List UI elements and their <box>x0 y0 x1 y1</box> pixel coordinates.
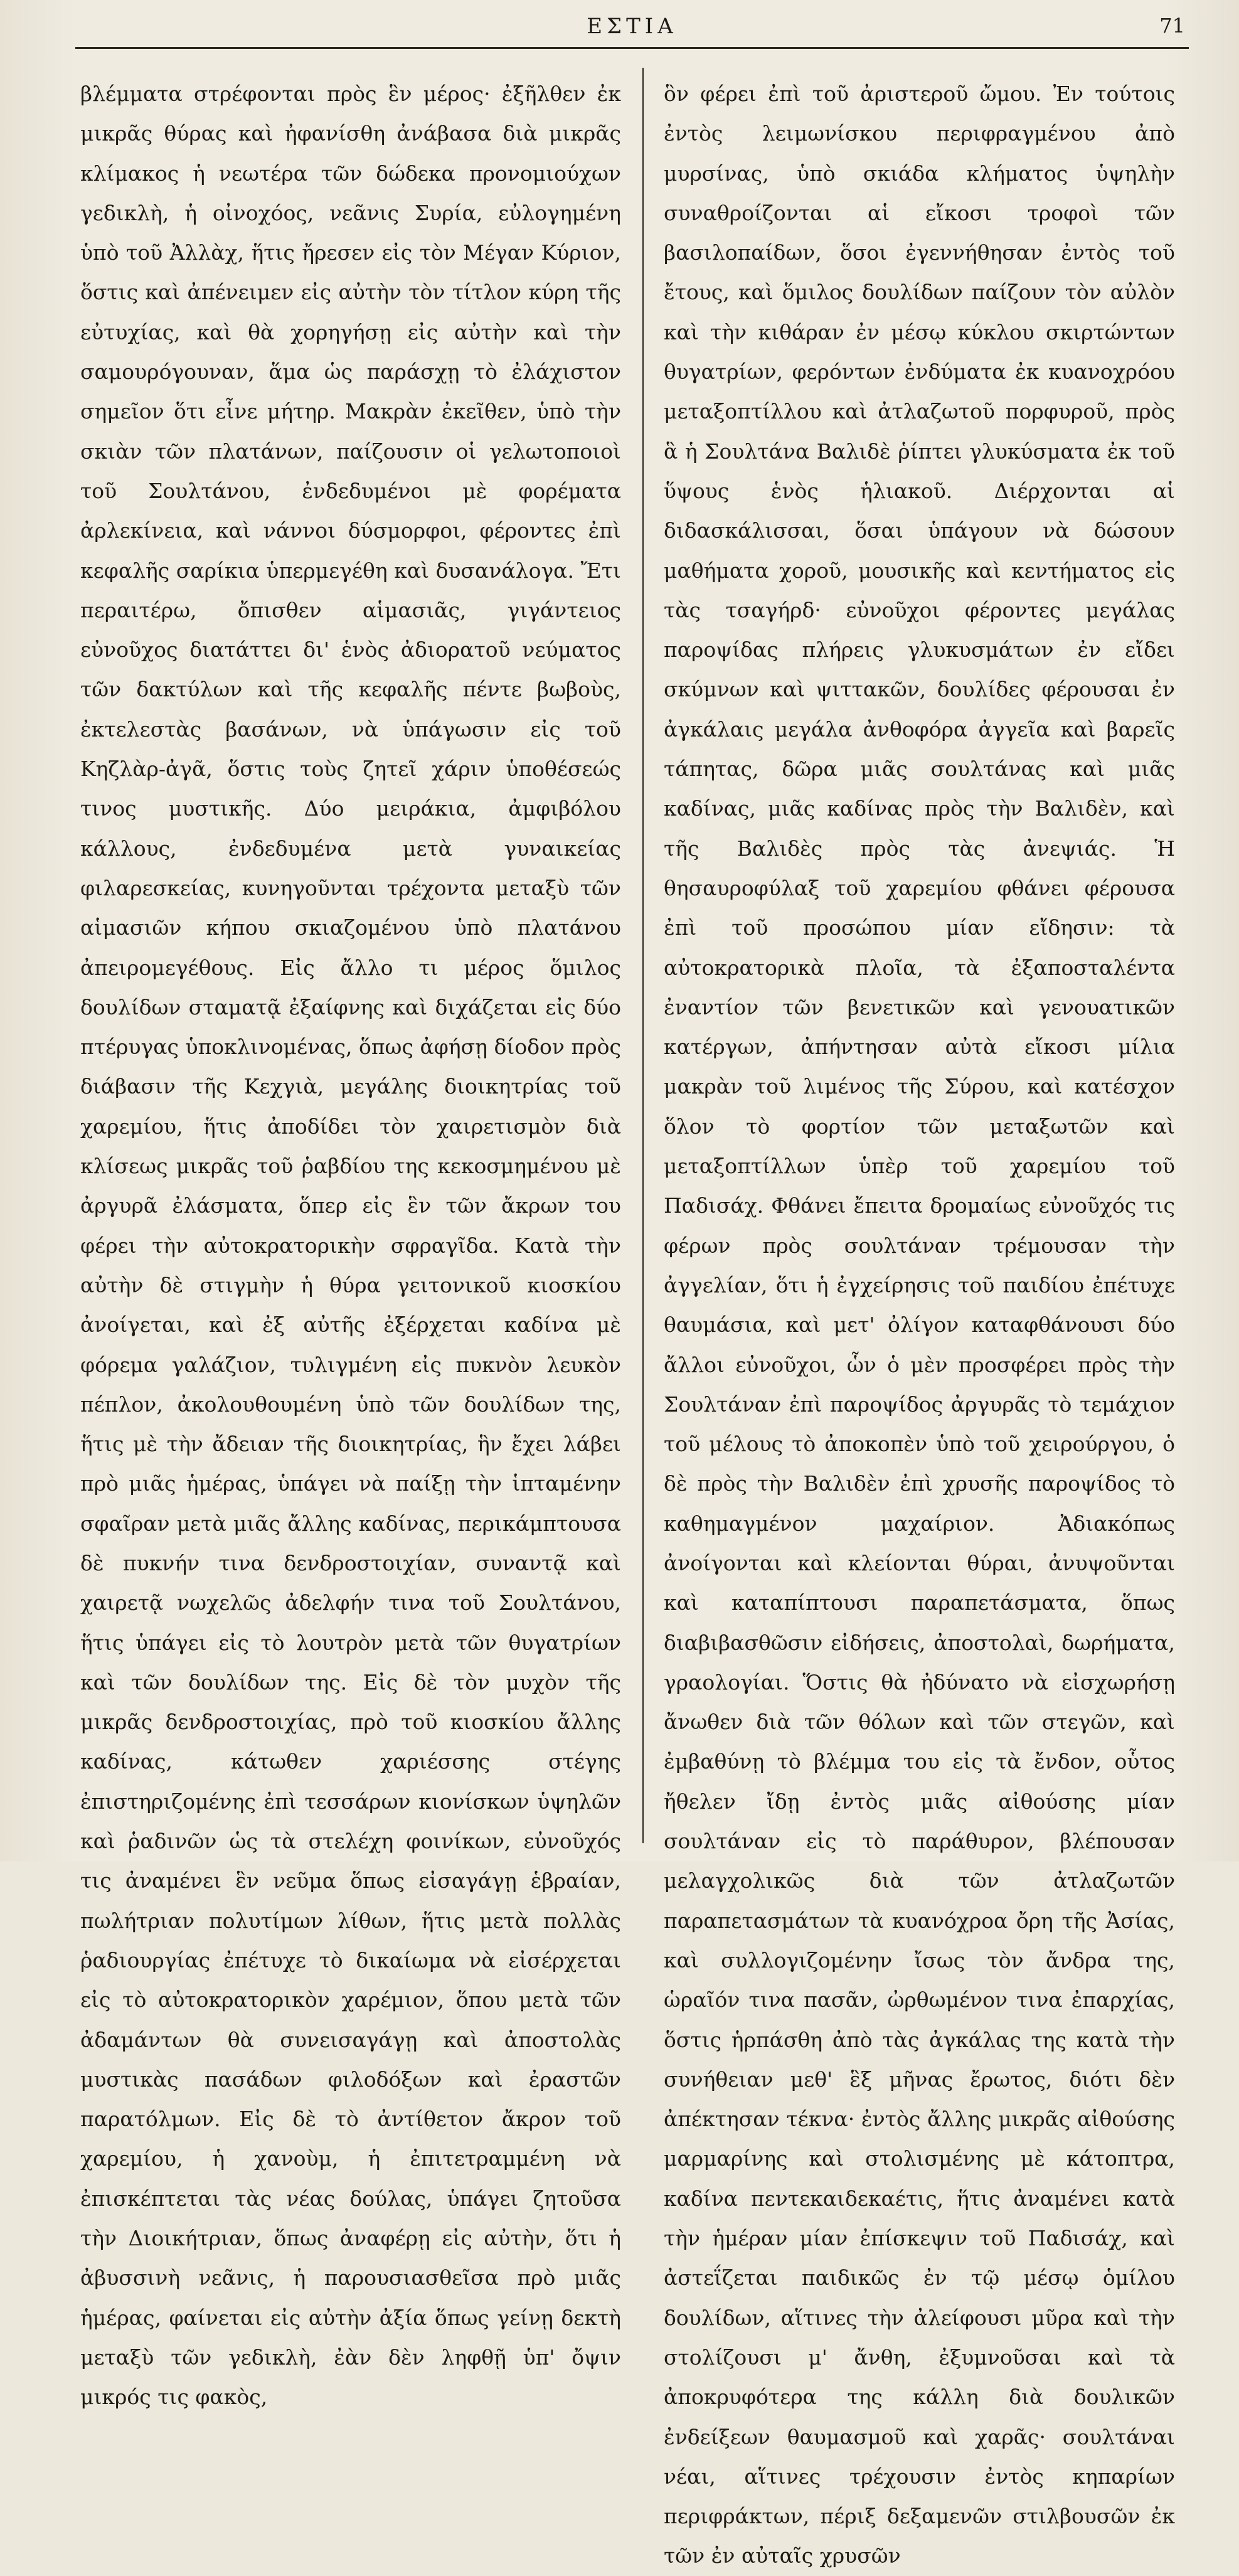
header-rule <box>75 47 1189 49</box>
page-header <box>75 14 1189 44</box>
running-title: ΕΣΤΙΑ <box>587 14 678 39</box>
text-column-right <box>664 74 1175 2568</box>
column-right-text: ὃν φέρει ἐπὶ τοῦ ἀριστεροῦ ὤμου. Ἐν τούτοις ἐντὸς λειμωνίσκου περιφραγμένου ἀπὸ μυρσίνας, ὑπὸ σκιάδα κλήματος ὑψηλὴν συναθροίζονται αἱ εἴκοσι τροφοὶ τῶν βασιλοπαίδων, ὅσοι ἐγεννήθησαν ἐντὸς τοῦ ἔτους, καὶ ὅμιλος δουλίδων παίζουν τὸν αὐλὸν καὶ τὴν κιθάραν ἐν μέσῳ κύκλου σκιρτώντων θυγατρίων, φερόντων ἐνδύματα ἐκ κυανοχρόου μεταξοπτίλλου καὶ ἀτλαζωτοῦ πορφυροῦ, πρὸς ἃ ἡ Σουλτάνα Βαλιδὲ ῥίπτει γλυκύσματα ἐκ τοῦ ὕψους ἑνὸς ἡλιακοῦ. Διέρχονται αἱ διδασκάλισσαι, ὅσαι ὑπάγουν νὰ δώσουν μαθήματα χοροῦ, μουσικῆς καὶ κεντήματος εἰς τὰς τσαγήρδ· εὐνοῦχοι φέροντες μεγάλας παροψίδας πλήρεις γλυκυσμάτων ἐν εἴδει σκύμνων καὶ ψιττακῶν, δουλίδες φέρουσαι ἐν ἀγκάλαις μεγάλα ἀνθοφόρα ἀγγεῖα καὶ βαρεῖς τάπητας, δῶρα μιᾶς σουλτάνας καὶ μιᾶς καδίνας, μιᾶς καδίνας πρὸς τὴν Βαλιδὲν, καὶ τῆς Βαλιδὲς πρὸς τὰς ἀνεψιάς. Ἡ θησαυροφύλαξ τοῦ χαρεμίου φθάνει φέρουσα ἐπὶ τοῦ προσώπου μίαν εἴδησιν: τὰ αὐτοκρατορικὰ πλοῖα, τὰ ἐξαποσταλέντα ἐναντίον τῶν βενετικῶν καὶ γενουατικῶν κατέργων, ἀπήντησαν αὐτὰ εἴκοσι μίλια μακρὰν τοῦ λιμένος τῆς Σύρου, καὶ κατέσχον ὅλον τὸ φορτίον τῶν μεταξωτῶν καὶ μεταξοπτίλλων ὑπὲρ τοῦ χαρεμίου τοῦ Παδισάχ. Φθάνει ἔπειτα δρομαίως εὐνοῦχός τις φέρων πρὸς σουλτάναν τρέμουσαν τὴν ἀγγελίαν, ὅτι ἡ ἐγχείρησις τοῦ παιδίου ἐπέτυχε θαυμάσια, καὶ μετ' ὀλίγον καταφθάνουσι δύο ἄλλοι εὐνοῦχοι, ὧν ὁ μὲν προσφέρει πρὸς τὴν Σουλτάναν ἐπὶ παροψίδος ἀργυρᾶς τὸ τεμάχιον τοῦ μέλους τὸ ἀποκοπὲν ὑπὸ τοῦ χειρούργου, ὁ δὲ πρὸς τὴν Βαλιδὲν ἐπὶ χρυσῆς παροψίδος τὸ καθημαγμένον μαχαίριον. Ἀδιακόπως ἀνοίγονται καὶ κλείονται θύραι, ἀνυψοῦνται καὶ καταπίπτουσι παραπετάσματα, ὅπως διαβιβασθῶσιν εἰδήσεις, ἀποστολαὶ, δωρήματα, γραολογίαι. Ὅστις θὰ ἠδύνατο νὰ εἰσχωρήσῃ ἄνωθεν διὰ τῶν θόλων καὶ τῶν στεγῶν, καὶ ἐμβαθύνῃ τὸ βλέμμα του εἰς τὰ ἔνδον, οὗτος ἤθελεν ἴδῃ ἐντὸς μιᾶς αἰθούσης μίαν σουλτάναν εἰς τὸ παράθυρον, βλέπουσαν μελαγχολικῶς διὰ τῶν ἀτλαζωτῶν παραπετασμάτων τὰ κυανόχροα ὄρη τῆς Ἀσίας, καὶ συλλογιζομένην ἴσως τὸν ἄνδρα της, ὡραῖόν τινα πασᾶν, ὠρθωμένον τινα ἐπαρχίας, ὅστις ἡρπάσθη ἀπὸ τὰς ἀγκάλας της κατὰ τὴν συνήθειαν μεθ' ἓξ μῆνας ἔρωτος, διότι δὲν ἀπέκτησαν τέκνα· ἐντὸς ἄλλης μικρᾶς αἰθούσης μαρμαρίνης καὶ στολισμένης μὲ κάτοπτρα, καδίνα πεντεκαιδεκαέτις, ἥτις ἀναμένει κατὰ τὴν ἡμέραν μίαν ἐπίσκεψιν τοῦ Παδισάχ, καὶ ἀστεΐζεται παιδικῶς ἐν τῷ μέσῳ ὁμίλου δουλίδων, αἵτινες τὴν ἀλείφουσι μῦρα καὶ τὴν στολίζουσι μ' ἄνθη, ἐξυμνοῦσαι καὶ τὰ ἀποκρυφότερα της κάλλη διὰ δουλικῶν ἐνδείξεων θαυμασμοῦ καὶ χαρᾶς· σουλτάναι νέαι, αἵτινες τρέχουσιν ἐντὸς κηπαρίων περιφράκτων, πέριξ δεξαμενῶν στιλβουσῶν ἐκ τῶν ἐν αὐταῖς χρυσῶν <box>664 82 1175 2568</box>
column-left-text: βλέμματα στρέφονται πρὸς ἓν μέρος· ἐξῆλθεν ἐκ μικρᾶς θύρας καὶ ἠφανίσθη ἀνάβασα διὰ μικρᾶς κλίμακος ἡ νεωτέρα τῶν δώδεκα προνομιούχων γεδικλὴ, ἡ οἰνοχόος, νεᾶνις Συρία, εὐλογημένη ὑπὸ τοῦ Ἀλλὰχ, ἥτις ἤρεσεν εἰς τὸν Μέγαν Κύριον, ὅστις καὶ ἀπένειμεν εἰς αὐτὴν τὸν τίτλον κύρη τῆς εὐτυχίας, καὶ θὰ χορηγήσῃ εἰς αὐτὴν καὶ τὴν σαμουρόγουναν, ἅμα ὡς παράσχῃ τὸ ἐλάχιστον σημεῖον ὅτι εἶνε μήτηρ. Μακρὰν ἐκεῖθεν, ὑπὸ τὴν σκιὰν τῶν πλατάνων, παίζουσιν οἱ γελωτοποιοὶ τοῦ Σουλτάνου, ἐνδεδυμένοι μὲ φορέματα ἀρλεκίνεια, καὶ νάννοι δύσμορφοι, φέροντες ἐπὶ κεφαλῆς σαρίκια ὑπερμεγέθη καὶ δυσανάλογα. Ἔτι περαιτέρω, ὄπισθεν αἱμασιᾶς, γιγάντειος εὐνοῦχος διατάττει δι' ἑνὸς ἀδιορατοῦ νεύματος τῶν δακτύλων καὶ τῆς κεφαλῆς πέντε βωβοὺς, ἐκτελεστὰς βασάνων, νὰ ὑπάγωσιν εἰς τοῦ Κηζλὰρ-ἀγᾶ, ὅστις τοὺς ζητεῖ χάριν ὑποθέσεώς τινος μυστικῆς. Δύο μειράκια, ἀμφιβόλου κάλλους, ἐνδεδυμένα μετὰ γυναικείας φιλαρεσκείας, κυνηγοῦνται τρέχοντα μεταξὺ τῶν αἱμασιῶν κήπου σκιαζομένου ὑπὸ πλατάνου ἀπειρομεγέθους. Εἰς ἄλλο τι μέρος ὅμιλος δουλίδων σταματᾷ ἐξαίφνης καὶ διχάζεται εἰς δύο πτέρυγας ὑποκλινομένας, ὅπως ἀφήσῃ δίοδον πρὸς διάβασιν τῆς Κεχγιὰ, μεγάλης διοικητρίας τοῦ χαρεμίου, ἥτις ἀποδίδει τὸν χαιρετισμὸν διὰ κλίσεως μικρᾶς τοῦ ῥαβδίου της κεκοσμημένου μὲ ἀργυρᾶ ἐλάσματα, ὅπερ εἰς ἓν τῶν ἄκρων του φέρει τὴν αὐτοκρατορικὴν σφραγῖδα. Κατὰ τὴν αὐτὴν δὲ στιγμὴν ἡ θύρα γειτονικοῦ κιοσκίου ἀνοίγεται, καὶ ἐξ αὐτῆς ἐξέρχεται καδίνα μὲ φόρεμα γαλάζιον, τυλιγμένη εἰς πυκνὸν λευκὸν πέπλον, ἀκολουθουμένη ὑπὸ τῶν δουλίδων της, ἥτις μὲ τὴν ἄδειαν τῆς διοικητρίας, ἣν ἔχει λάβει πρὸ μιᾶς ἡμέρας, ὑπάγει νὰ παίξῃ τὴν ἱπταμένην σφαῖραν μετὰ μιᾶς ἄλλης καδίνας, περικάμπτουσα δὲ πυκνήν τινα δενδροστοιχίαν, συναντᾷ καὶ χαιρετᾷ νωχελῶς ἀδελφήν τινα τοῦ Σουλτάνου, ἥτις ὑπάγει εἰς τὸ λουτρὸν μετὰ τῶν θυγατρίων καὶ τῶν δουλίδων της. Εἰς δὲ τὸν μυχὸν τῆς μικρᾶς δενδροστοιχίας, πρὸ τοῦ κιοσκίου ἄλλης καδίνας, κάτωθεν χαριέσσης στέγης ἐπιστηριζομένης ἐπὶ τεσσάρων κιονίσκων ὑψηλῶν καὶ ῥαδινῶν ὡς τὰ στελέχη φοινίκων, εὐνοῦχός τις ἀναμένει ἓν νεῦμα ὅπως εἰσαγάγῃ ἑβραίαν, πωλήτριαν πολυτίμων λίθων, ἥτις μετὰ πολλὰς ῥαδιουργίας ἐπέτυχε τὸ δικαίωμα νὰ εἰσέρχεται εἰς τὸ αὐτοκρατορικὸν χαρέμιον, ὅπου μετὰ τῶν ἀδαμάντων θὰ συνεισαγάγῃ καὶ ἀποστολὰς μυστικὰς πασάδων φιλοδόξων καὶ ἐραστῶν παρατόλμων. Εἰς δὲ τὸ ἀντίθετον ἄκρον τοῦ χαρεμίου, ἡ χανοὺμ, ἡ ἐπιτετραμμένη νὰ ἐπισκέπτεται τὰς νέας δούλας, ὑπάγει ζητοῦσα τὴν Διοικήτριαν, ὅπως ἀναφέρῃ εἰς αὐτὴν, ὅτι ἡ ἀβυσσινὴ νεᾶνις, ἡ παρουσιασθεῖσα πρὸ μιᾶς ἡμέρας, φαίνεται εἰς αὐτὴν ἀξία ὅπως γείνῃ δεκτὴ μεταξὺ τῶν γεδικλὴ, ἐὰν δὲν ληφθῇ ὑπ' ὄψιν μικρός τις φακὸς, <box>80 82 621 2410</box>
text-column-left <box>80 74 621 2410</box>
column-divider <box>642 68 644 1843</box>
page-number: 71 <box>1159 14 1185 38</box>
